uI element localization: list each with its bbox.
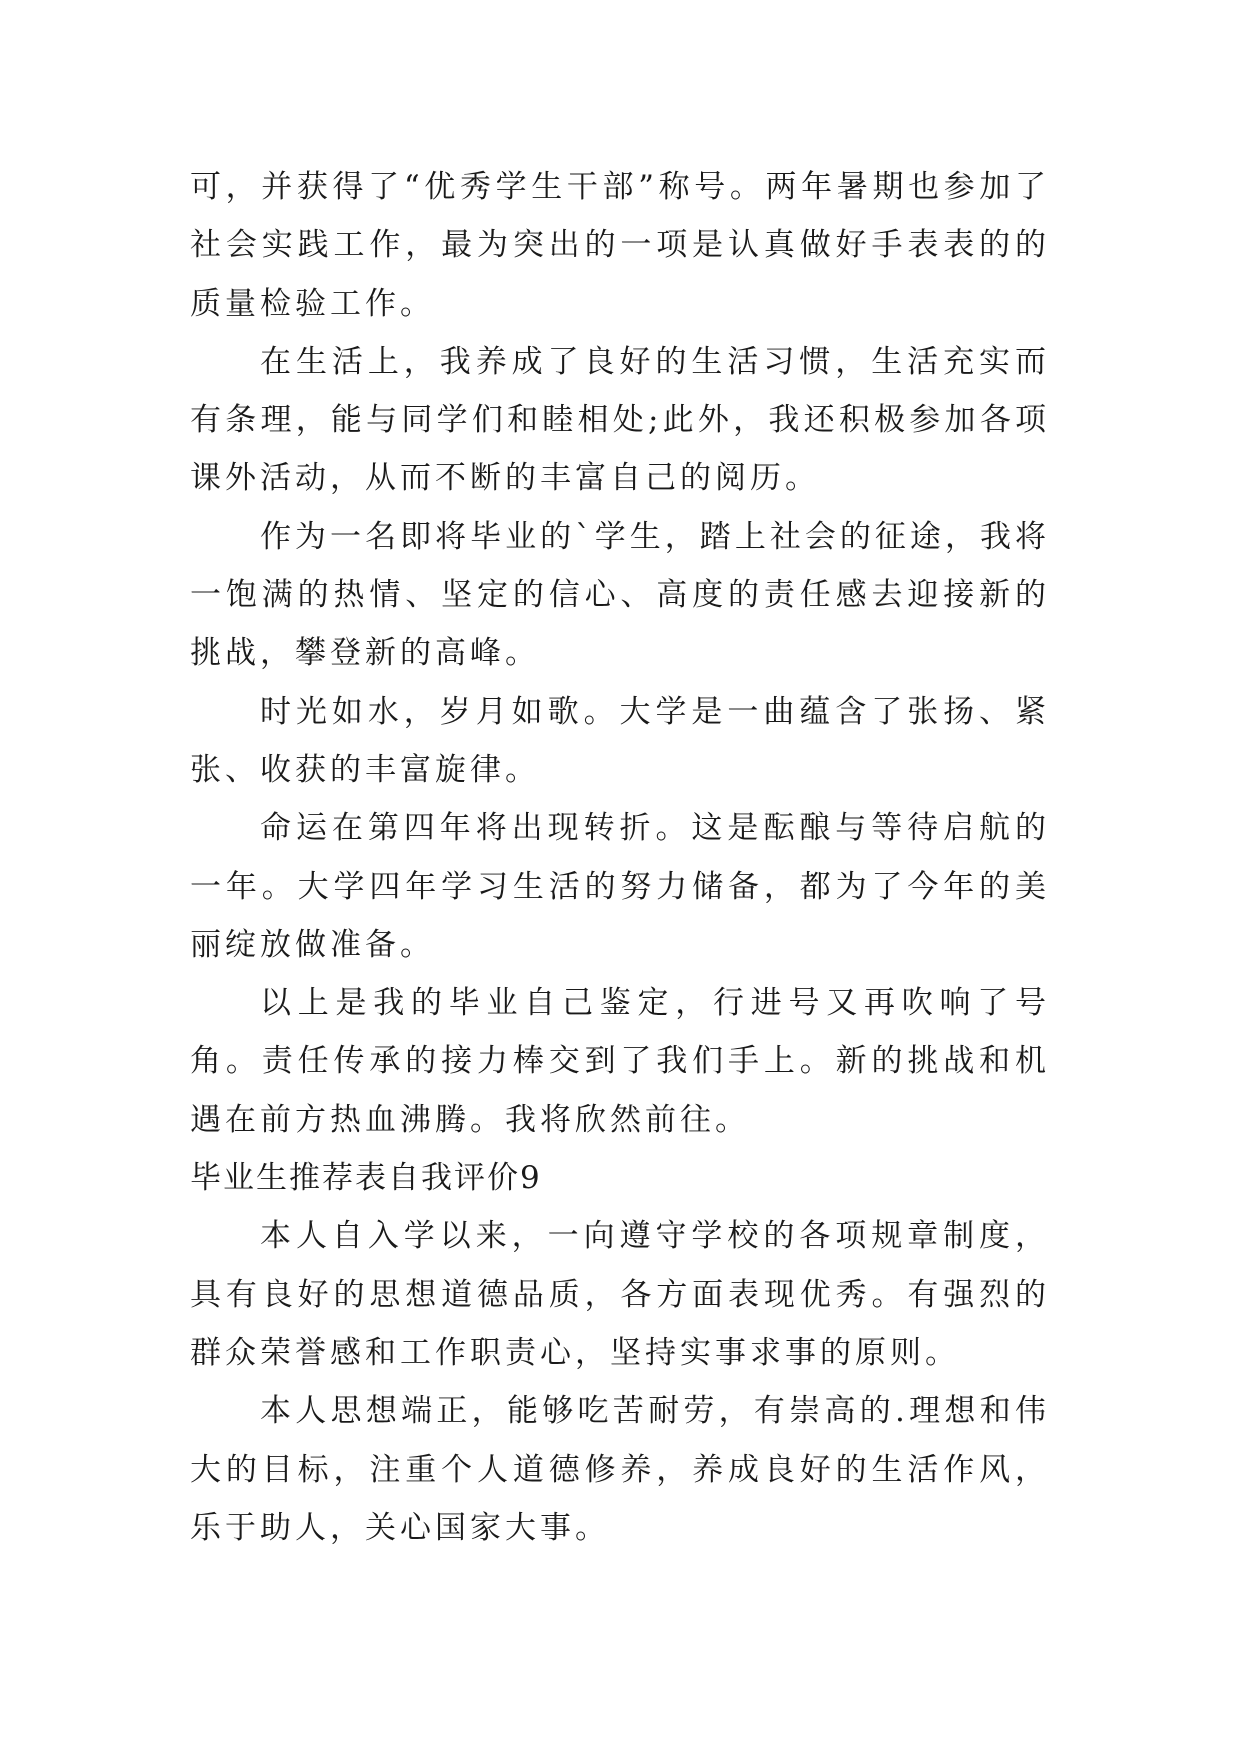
paragraph-3: 作为一名即将毕业的`学生，踏上社会的征途，我将一饱满的热情、坚定的信心、高度的责任感去迎接新的挑战，攀登新的高峰。 [190,518,1050,672]
paragraph-5: 命运在第四年将出现转折。这是酝酿与等待启航的一年。大学四年学习生活的努力储备，都为了今年的美丽绽放做准备。 [190,810,1050,963]
document-body [190,158,1050,1557]
section-paragraph-2: 本人思想端正，能够吃苦耐劳，有崇高的.理想和伟大的目标，注重个人道德修养，养成良好的生活作风，乐于助人，关心国家大事。 [190,1393,1050,1546]
section-title: 毕业生推荐表自我评价9 [190,1160,542,1197]
paragraph-1: 可，并获得了“优秀学生干部”称号。两年暑期也参加了社会实践工作，最为突出的一项是认真做好手表表的的质量检验工作。 [190,169,1050,322]
paragraph-4: 时光如水，岁月如歌。大学是一曲蕴含了张扬、紧张、收获的丰富旋律。 [190,693,1050,788]
paragraph-2: 在生活上，我养成了良好的生活习惯，生活充实而有条理，能与同学们和睦相处;此外，我还积极参加各项课外活动，从而不断的丰富自己的阅历。 [190,343,1050,497]
paragraph-6: 以上是我的毕业自己鉴定，行进号又再吹响了号角。责任传承的接力棒交到了我们手上。新的挑战和机遇在前方热血沸腾。我将欣然前往。 [190,985,1050,1138]
section-paragraph-1: 本人自入学以来，一向遵守学校的各项规章制度，具有良好的思想道德品质，各方面表现优秀。有强烈的群众荣誉感和工作职责心，坚持实事求事的原则。 [190,1218,1050,1371]
